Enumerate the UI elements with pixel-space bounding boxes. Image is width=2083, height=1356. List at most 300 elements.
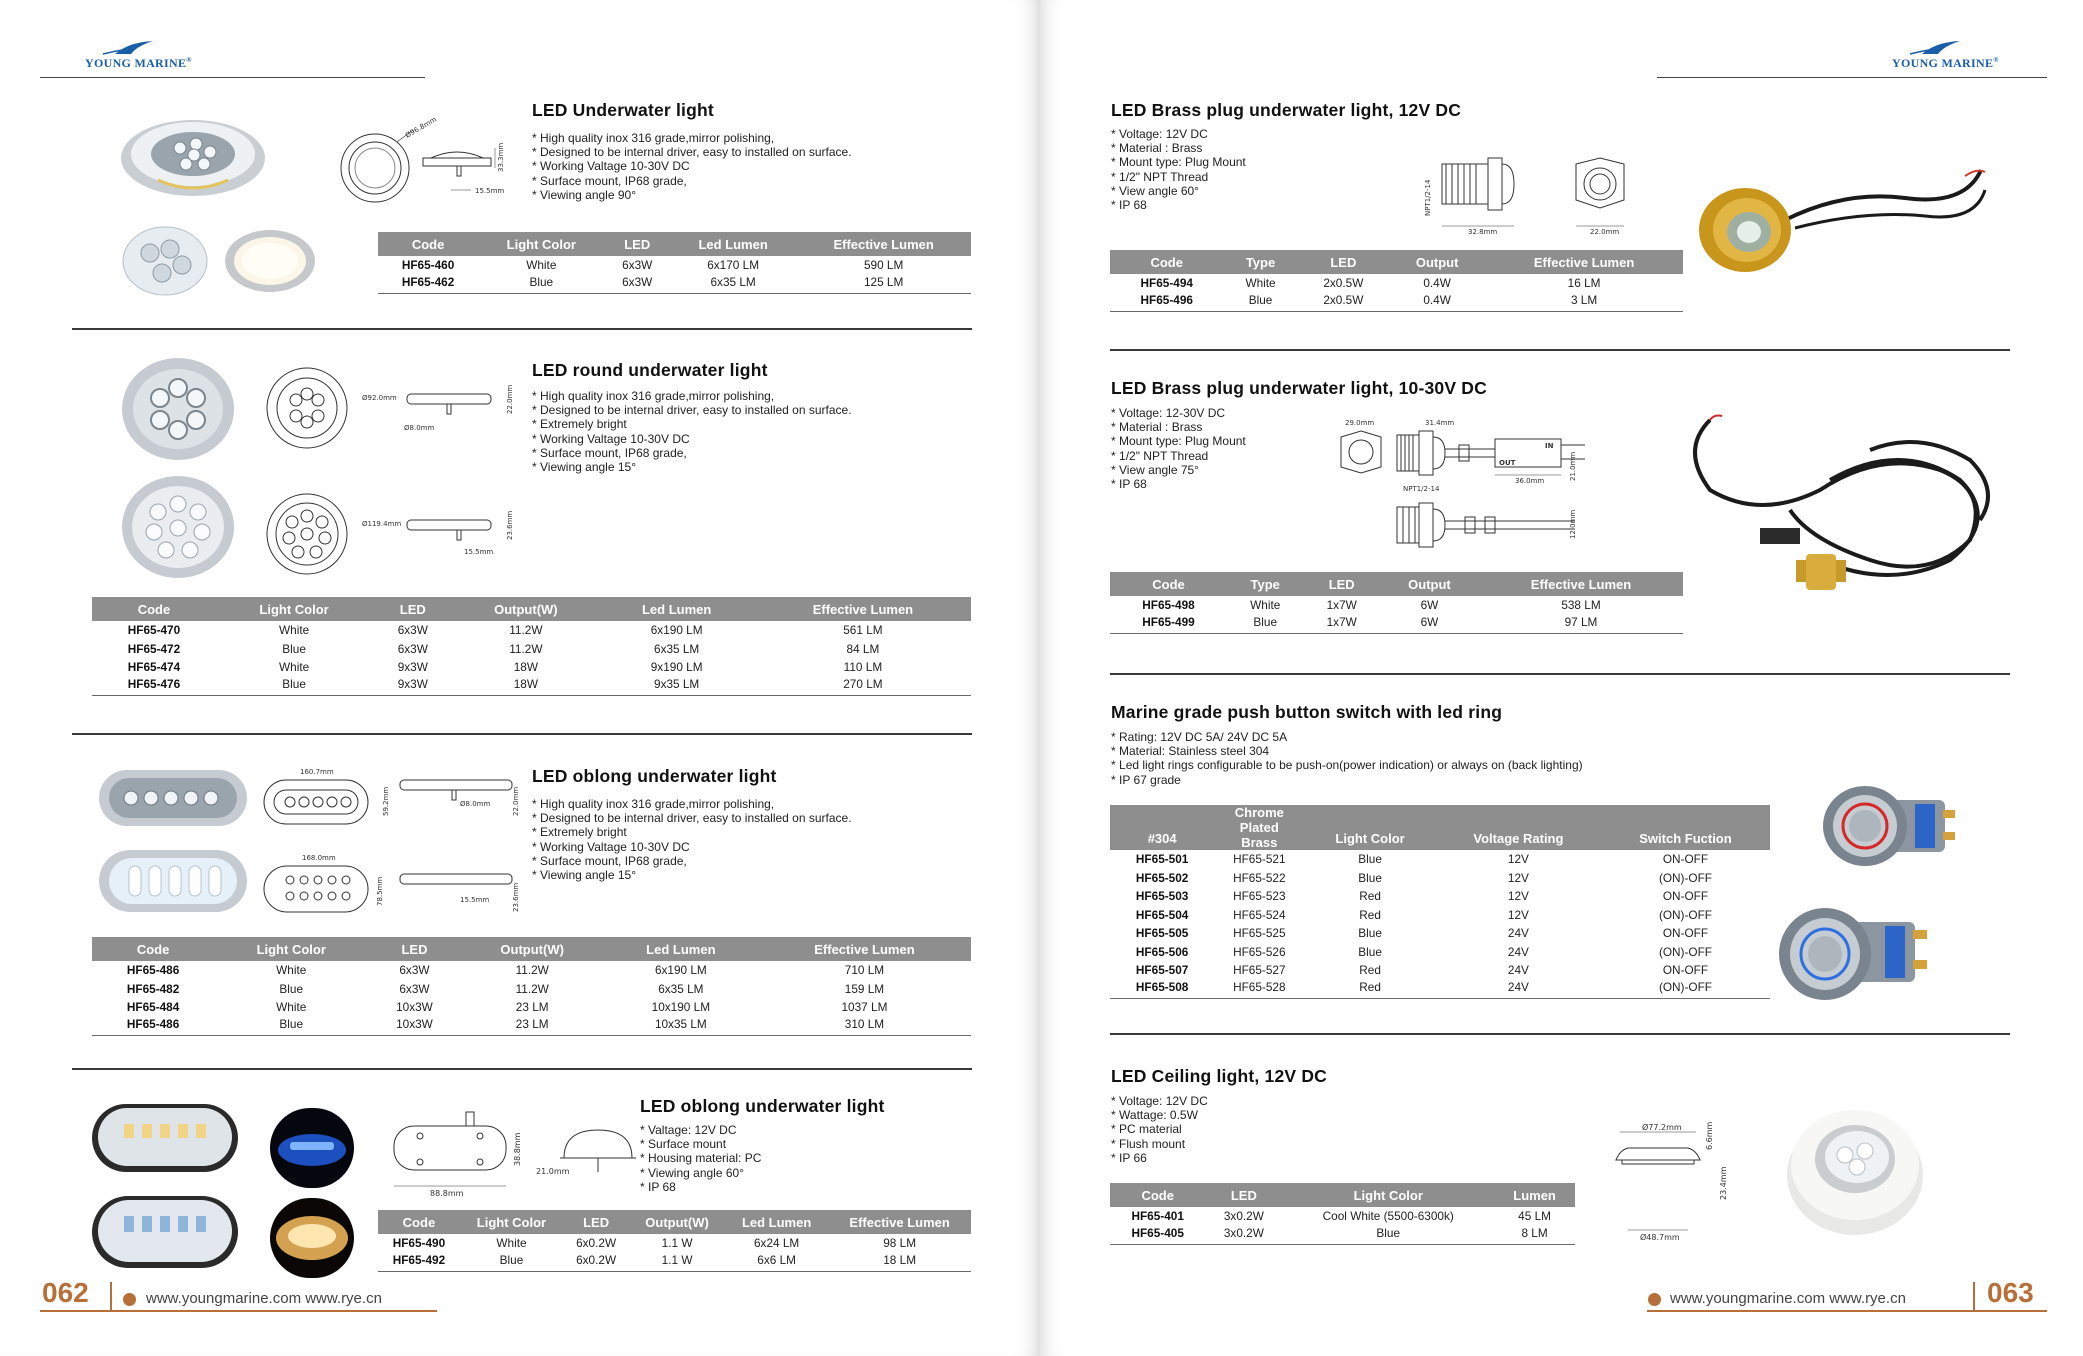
table-cell: 3x0.2W (1205, 1226, 1282, 1245)
table-cell: 159 LM (844, 981, 885, 996)
table-cell: HF65-476 (92, 677, 216, 696)
section-divider (1110, 1033, 2010, 1035)
table-cell: Blue (1227, 615, 1303, 634)
column-header: Light Color (478, 232, 604, 256)
oblong-light-drawing (260, 766, 520, 921)
table-cell: 98 LM (883, 1236, 917, 1251)
table-cell: 24V (1507, 963, 1529, 978)
svg-text:38.8mm: 38.8mm (513, 1132, 522, 1166)
table-cell: 10x35 LM (604, 1017, 758, 1036)
table-cell: 6x3W (399, 981, 430, 996)
table-cell: 2x0.5W (1298, 293, 1389, 312)
table-row (1110, 961, 1770, 980)
footer-url[interactable]: www.youngmarine.com www.rye.cn (1670, 1290, 1906, 1307)
table-cell: 270 LM (755, 677, 971, 696)
blue-glow-photo (270, 1108, 354, 1193)
spec-list (1111, 730, 1583, 787)
column-header: LED (604, 232, 669, 256)
table-cell: 3x0.2W (1223, 1209, 1264, 1224)
brand-name: YOUNG MARINE (1892, 56, 1994, 70)
svg-text:Ø77.2mm: Ø77.2mm (1642, 1123, 1682, 1132)
table-row (92, 640, 971, 659)
pc-oblong-drawing (390, 1110, 650, 1205)
table-cell: 11.2W (509, 623, 543, 638)
svg-text:Ø96.8mm: Ø96.8mm (404, 115, 439, 140)
table-cell: HF65-462 (378, 275, 478, 294)
table-cell: 1037 LM (841, 1000, 888, 1015)
table-cell: 6x190 LM (654, 963, 707, 978)
table-cell: (ON)-OFF (1658, 870, 1713, 885)
spec-table (92, 597, 971, 696)
table-cell: Blue (1358, 926, 1382, 941)
table-cell: HF65-401 (1131, 1209, 1184, 1224)
table-cell: ON-OFF (1662, 963, 1709, 978)
spec-item: * Viewing angle 60° (640, 1166, 761, 1180)
spec-item: * High quality inox 316 grade,mirror polishing, (532, 131, 852, 145)
product-title: Marine grade push button switch with led ring (1111, 702, 1503, 722)
table-row (1110, 906, 1770, 925)
svg-text:21.0mm: 21.0mm (1569, 451, 1577, 481)
table-row (378, 1234, 971, 1253)
spec-item: * PC material (1111, 1122, 1208, 1136)
table-cell: 1.1 W (661, 1236, 693, 1251)
globe-icon (123, 1293, 136, 1306)
table-cell: 45 LM (1518, 1209, 1551, 1224)
table-cell: 9x3W (397, 660, 428, 675)
table-cell: 18W (453, 677, 598, 696)
table-row (1110, 274, 1683, 293)
oblong-light-photo (97, 766, 249, 835)
section-divider (1110, 673, 2010, 675)
footer-url[interactable]: www.youngmarine.com www.rye.cn (146, 1290, 382, 1307)
table-cell: 24V (1507, 944, 1529, 959)
column-header: Led Lumen (725, 1210, 828, 1234)
svg-text:NPT1/2-14: NPT1/2-14 (1403, 485, 1440, 493)
pc-oblong-white-photo (90, 1098, 240, 1183)
spec-item: * 1/2" NPT Thread (1111, 170, 1246, 184)
table-row (1110, 980, 1770, 999)
spec-item: * Mount type: Plug Mount (1111, 155, 1246, 169)
spec-item: * Flush mount (1111, 1137, 1208, 1151)
spec-table (378, 232, 971, 294)
column-header: Effective Lumen (828, 1210, 971, 1234)
section-divider (72, 328, 972, 330)
table-cell: (ON)-OFF (1601, 980, 1770, 999)
table-cell: HF65-490 (392, 1236, 446, 1251)
spec-item: * Led light rings configurable to be push-on(power indication) or always on (back lighting) (1111, 758, 1583, 772)
spec-item: * Valtage: 12V DC (640, 1123, 761, 1137)
footer-divider (110, 1282, 112, 1312)
table-cell: 1x7W (1326, 598, 1357, 613)
spec-list (1111, 127, 1246, 212)
table-cell: 9x190 LM (650, 660, 703, 675)
table-cell: White (1250, 598, 1281, 613)
table-cell: 6x3W (604, 275, 669, 294)
spec-item: * Surface mount, IP68 grade, (532, 446, 852, 460)
column-header: LED (563, 1210, 629, 1234)
svg-text:23.6mm: 23.6mm (506, 510, 514, 540)
table-cell: Blue (1358, 870, 1382, 885)
table-cell: 8 LM (1494, 1226, 1575, 1245)
table-cell: Red (1359, 907, 1381, 922)
table-cell: Blue (279, 981, 304, 996)
spec-list (640, 1123, 761, 1194)
spec-list (532, 389, 852, 474)
spec-item: * Working Valtage 10-30V DC (532, 432, 852, 446)
spec-table (378, 1210, 971, 1272)
product-title: LED oblong underwater light (640, 1096, 885, 1116)
table-cell: 9x35 LM (598, 677, 754, 696)
page-number: 063 (1987, 1277, 2034, 1308)
spec-item: * Material : Brass (1111, 420, 1246, 434)
product-title: LED Brass plug underwater light, 12V DC (1111, 100, 1462, 120)
table-cell: HF65-499 (1110, 615, 1227, 634)
table-cell: HF65-405 (1110, 1226, 1205, 1245)
svg-text:IN: IN (1545, 442, 1554, 450)
table-cell: 12V (1507, 907, 1529, 922)
svg-text:Ø8.0mm: Ø8.0mm (404, 424, 435, 432)
spec-item: * Working Valtage 10-30V DC (532, 159, 852, 173)
table-cell: 6x3W (399, 963, 430, 978)
spec-item: * Surface mount, IP68 grade, (532, 854, 852, 868)
section-divider (72, 733, 972, 735)
table-cell: 6x170 LM (707, 258, 760, 273)
table-cell: White (276, 963, 307, 978)
column-header: Output (1380, 572, 1479, 596)
table-cell: 1.1 W (629, 1253, 725, 1272)
page-number: 062 (42, 1277, 89, 1308)
boat-icon (1892, 40, 1962, 56)
table-cell: 0.4W (1389, 293, 1485, 312)
table-cell: 10x3W (396, 1000, 433, 1015)
table-cell: Red (1359, 963, 1381, 978)
table-cell: HF65-492 (378, 1253, 460, 1272)
table-cell: 16 LM (1567, 276, 1601, 291)
table-cell: Blue (214, 1017, 368, 1036)
table-row (92, 677, 971, 696)
table-cell: 538 LM (1561, 598, 1601, 613)
column-header: Light Color (214, 937, 368, 961)
column-header: Switch Fuction (1601, 805, 1770, 850)
table-cell: HF65-486 (92, 1017, 214, 1036)
column-header: Type (1227, 572, 1303, 596)
table-cell: 18W (513, 660, 538, 675)
table-cell: 24V (1436, 980, 1601, 999)
spec-item: * IP 68 (1111, 477, 1246, 491)
spec-list (1111, 406, 1246, 491)
spec-item: * Mount type: Plug Mount (1111, 434, 1246, 448)
spec-item: * IP 68 (1111, 198, 1246, 212)
table-cell: White (1245, 276, 1276, 291)
column-header: Effective Lumen (796, 232, 971, 256)
spec-table (92, 937, 971, 1036)
brand-name: YOUNG MARINE (85, 56, 187, 70)
svg-text:22.0mm: 22.0mm (512, 786, 520, 816)
table-cell: 6x3W (622, 258, 653, 273)
spec-table (1110, 250, 1683, 312)
svg-text:15.5mm: 15.5mm (475, 187, 505, 195)
table-row (1110, 596, 1683, 615)
column-header: Effective Lumen (1479, 572, 1683, 596)
spec-table (1110, 805, 1770, 999)
table-cell: Blue (1223, 293, 1297, 312)
table-row (92, 980, 971, 999)
column-header: Effective Lumen (755, 597, 971, 621)
table-row (378, 275, 971, 294)
table-cell: Blue (460, 1253, 563, 1272)
table-cell: HF65-460 (401, 258, 455, 273)
column-header: Light Color (1282, 1183, 1494, 1207)
brass-plug-driver-drawing (1335, 415, 1695, 570)
spec-item: * Extremely bright (532, 417, 852, 431)
svg-text:168.0mm: 168.0mm (302, 854, 336, 862)
table-cell: 590 LM (863, 258, 904, 273)
spec-item: * 1/2" NPT Thread (1111, 449, 1246, 463)
column-header: Led Lumen (598, 597, 754, 621)
table-cell: 6x0.2W (563, 1253, 629, 1272)
section-divider (1110, 349, 2010, 351)
round-light-9led-photo (120, 474, 236, 585)
underwater-light-side-photo (222, 228, 318, 299)
pc-oblong-blue-photo (90, 1190, 240, 1279)
column-header: LED (1205, 1183, 1282, 1207)
table-cell: HF65-501 (1135, 852, 1189, 867)
spec-table (1110, 572, 1683, 634)
spec-item: * Viewing angle 15° (532, 868, 852, 882)
table-cell: 0.4W (1423, 276, 1451, 291)
brass-plug-drawing (1420, 150, 1670, 245)
table-cell: 9x3W (372, 677, 453, 696)
table-cell: 18 LM (828, 1253, 971, 1272)
spec-item: * Surface mount (640, 1137, 761, 1151)
table-cell: HF65-472 (127, 641, 181, 656)
spec-item: * Designed to be internal driver, easy to installed on surface. (532, 811, 852, 825)
globe-icon (1648, 1293, 1661, 1306)
column-header: Code (1110, 1183, 1205, 1207)
svg-text:Ø8.0mm: Ø8.0mm (460, 800, 491, 808)
brand-logo (1892, 40, 1999, 71)
brand-logo (85, 40, 192, 71)
spec-item: * Voltage: 12V DC (1111, 1094, 1208, 1108)
table-row (1110, 924, 1770, 943)
table-cell: 12V (1507, 870, 1529, 885)
spec-item: * Material: Stainless steel 304 (1111, 744, 1583, 758)
column-header: Output (1389, 250, 1485, 274)
table-cell: HF65-494 (1140, 276, 1193, 291)
spec-item: * View angle 60° (1111, 184, 1246, 198)
svg-text:29.0mm: 29.0mm (1345, 419, 1375, 427)
table-cell: HF65-522 (1233, 870, 1286, 885)
footer-divider (1973, 1282, 1975, 1312)
table-cell: 11.2W (509, 641, 543, 656)
column-header: Code (1110, 250, 1223, 274)
table-cell: HF65-502 (1135, 870, 1189, 885)
column-header: Output(W) (453, 597, 598, 621)
spec-item: * Working Valtage 10-30V DC (532, 840, 852, 854)
column-header: Effective Lumen (758, 937, 971, 961)
table-cell: HF65-470 (127, 623, 181, 638)
table-cell: Blue (478, 275, 604, 294)
table-cell: 710 LM (844, 963, 885, 978)
round-light-photo (120, 356, 236, 467)
svg-text:160.7mm: 160.7mm (300, 768, 334, 776)
table-cell: 6x35 LM (654, 641, 700, 656)
footer-rule (1647, 1310, 2047, 1312)
table-cell: 110 LM (843, 660, 883, 675)
brass-plug-photo (1685, 150, 1985, 295)
brass-plug-wire-photo (1670, 410, 2000, 605)
table-cell: 125 LM (796, 275, 971, 294)
table-cell: 97 LM (1479, 615, 1683, 634)
svg-text:33.3mm: 33.3mm (497, 142, 505, 172)
column-header: Output(W) (461, 937, 604, 961)
column-header: Light Color (460, 1210, 563, 1234)
table-cell: HF65-496 (1110, 293, 1223, 312)
table-cell: ON-OFF (1662, 889, 1709, 904)
ceiling-light-drawing (1600, 1120, 1750, 1255)
spec-item: * Viewing angle 90° (532, 188, 852, 202)
svg-text:31.4mm: 31.4mm (1425, 419, 1455, 427)
spec-table (1110, 1183, 1575, 1245)
column-header: Code (92, 597, 216, 621)
footer-rule (40, 1310, 437, 1312)
table-cell: White (526, 258, 557, 273)
column-header: Code (378, 1210, 460, 1234)
table-cell: HF65-526 (1233, 944, 1286, 959)
table-row (92, 961, 971, 980)
table-cell: 11.2W (515, 963, 549, 978)
table-cell: ON-OFF (1662, 926, 1709, 941)
table-cell: White (496, 1236, 527, 1251)
svg-text:NPT1/2-14: NPT1/2-14 (1424, 179, 1432, 216)
table-row (1110, 1207, 1575, 1226)
spec-item: * High quality inox 316 grade,mirror polishing, (532, 389, 852, 403)
svg-text:59.2mm: 59.2mm (382, 786, 390, 816)
column-header: Code (378, 232, 478, 256)
round-light-drawing (262, 362, 522, 567)
column-header: Led Lumen (670, 232, 796, 256)
table-cell: 10x190 LM (651, 1000, 711, 1015)
header-rule (40, 77, 425, 78)
table-cell: Cool White (5500-6300k) (1322, 1209, 1454, 1224)
right-page (1040, 0, 2083, 1356)
table-cell: HF65-505 (1135, 926, 1189, 941)
table-row (1110, 615, 1683, 634)
table-cell: HF65-527 (1233, 963, 1286, 978)
product-title: LED Brass plug underwater light, 10-30V DC (1111, 378, 1487, 398)
table-cell: HF65-523 (1233, 889, 1286, 904)
product-title: LED Underwater light (532, 100, 714, 120)
underwater-light-lens-photo (120, 225, 210, 302)
table-cell: 23 LM (461, 1017, 604, 1036)
svg-text:32.8mm: 32.8mm (1468, 228, 1498, 236)
spec-item: * Designed to be internal driver, easy to installed on surface. (532, 145, 852, 159)
spec-item: * Voltage: 12-30V DC (1111, 406, 1246, 420)
table-cell: Blue (216, 677, 372, 696)
table-row (92, 998, 971, 1017)
table-row (378, 1253, 971, 1272)
table-cell: 12V (1507, 852, 1529, 867)
svg-text:78.5mm: 78.5mm (376, 876, 384, 906)
table-cell: HF65-528 (1214, 980, 1304, 999)
column-header: Light Color (216, 597, 372, 621)
svg-text:15.5mm: 15.5mm (460, 896, 490, 904)
table-cell: ON-OFF (1662, 852, 1709, 867)
spec-item: * High quality inox 316 grade,mirror polishing, (532, 797, 852, 811)
table-row (1110, 293, 1683, 312)
table-cell: HF65-507 (1135, 963, 1189, 978)
table-cell: HF65-484 (126, 1000, 180, 1015)
spec-item: * View angle 75° (1111, 463, 1246, 477)
svg-text:6.6mm: 6.6mm (1705, 1121, 1714, 1150)
spec-item: * Voltage: 12V DC (1111, 127, 1246, 141)
svg-text:22.0mm: 22.0mm (1590, 228, 1620, 236)
table-row (1110, 887, 1770, 906)
table-cell: 11.2W (515, 981, 549, 996)
column-header: Output(W) (629, 1210, 725, 1234)
spec-item: * IP 66 (1111, 1151, 1208, 1165)
column-header: Chrome Plated Brass (1214, 805, 1304, 850)
table-cell: HF65-506 (1135, 944, 1189, 959)
table-cell: White (279, 623, 310, 638)
table-cell: 6W (1380, 615, 1479, 634)
table-cell: 6x3W (397, 641, 428, 656)
product-title: LED round underwater light (532, 360, 768, 380)
table-cell: 6x3W (397, 623, 428, 638)
column-header: Type (1223, 250, 1297, 274)
table-cell: 2x0.5W (1323, 276, 1364, 291)
table-cell: 561 LM (843, 623, 883, 638)
table-row (92, 621, 971, 640)
table-cell: Blue (1282, 1226, 1494, 1245)
ceiling-light-photo (1785, 1103, 1925, 1243)
spec-item: * Surface mount, IP68 grade, (532, 174, 852, 188)
spec-item: * Viewing angle 15° (532, 460, 852, 474)
spec-item: * IP 67 grade (1111, 773, 1583, 787)
table-cell: HF65-503 (1135, 889, 1189, 904)
spec-item: * IP 68 (640, 1180, 761, 1194)
column-header: Light Color (1304, 805, 1436, 850)
table-cell: HF65-524 (1233, 907, 1286, 922)
table-cell: HF65-521 (1233, 852, 1286, 867)
svg-text:23.6mm: 23.6mm (512, 882, 520, 912)
table-cell: 6x6 LM (725, 1253, 828, 1272)
spec-item: * Wattage: 0.5W (1111, 1108, 1208, 1122)
column-header: Lumen (1494, 1183, 1575, 1207)
table-cell: Blue (282, 641, 306, 656)
column-header: #304 (1110, 805, 1214, 850)
table-cell: White (279, 660, 310, 675)
svg-text:21.0mm: 21.0mm (536, 1167, 570, 1176)
svg-text:36.0mm: 36.0mm (1515, 477, 1545, 485)
svg-text:12.0mm: 12.0mm (1569, 509, 1577, 539)
table-cell: 3 LM (1485, 293, 1683, 312)
spec-item: * Material : Brass (1111, 141, 1246, 155)
table-row (92, 1017, 971, 1036)
table-cell: 6x0.2W (576, 1236, 617, 1251)
table-cell: 1x7W (1303, 615, 1379, 634)
column-header: LED (368, 937, 460, 961)
table-row (378, 256, 971, 275)
underwater-light-drawing (335, 115, 515, 213)
registered-mark: ® (1993, 56, 1999, 64)
table-cell: Red (1304, 980, 1436, 999)
column-header: Voltage Rating (1436, 805, 1601, 850)
table-cell: White (276, 1000, 307, 1015)
table-cell: Red (1359, 889, 1381, 904)
column-header: Led Lumen (604, 937, 758, 961)
table-cell: 84 LM (846, 641, 880, 656)
